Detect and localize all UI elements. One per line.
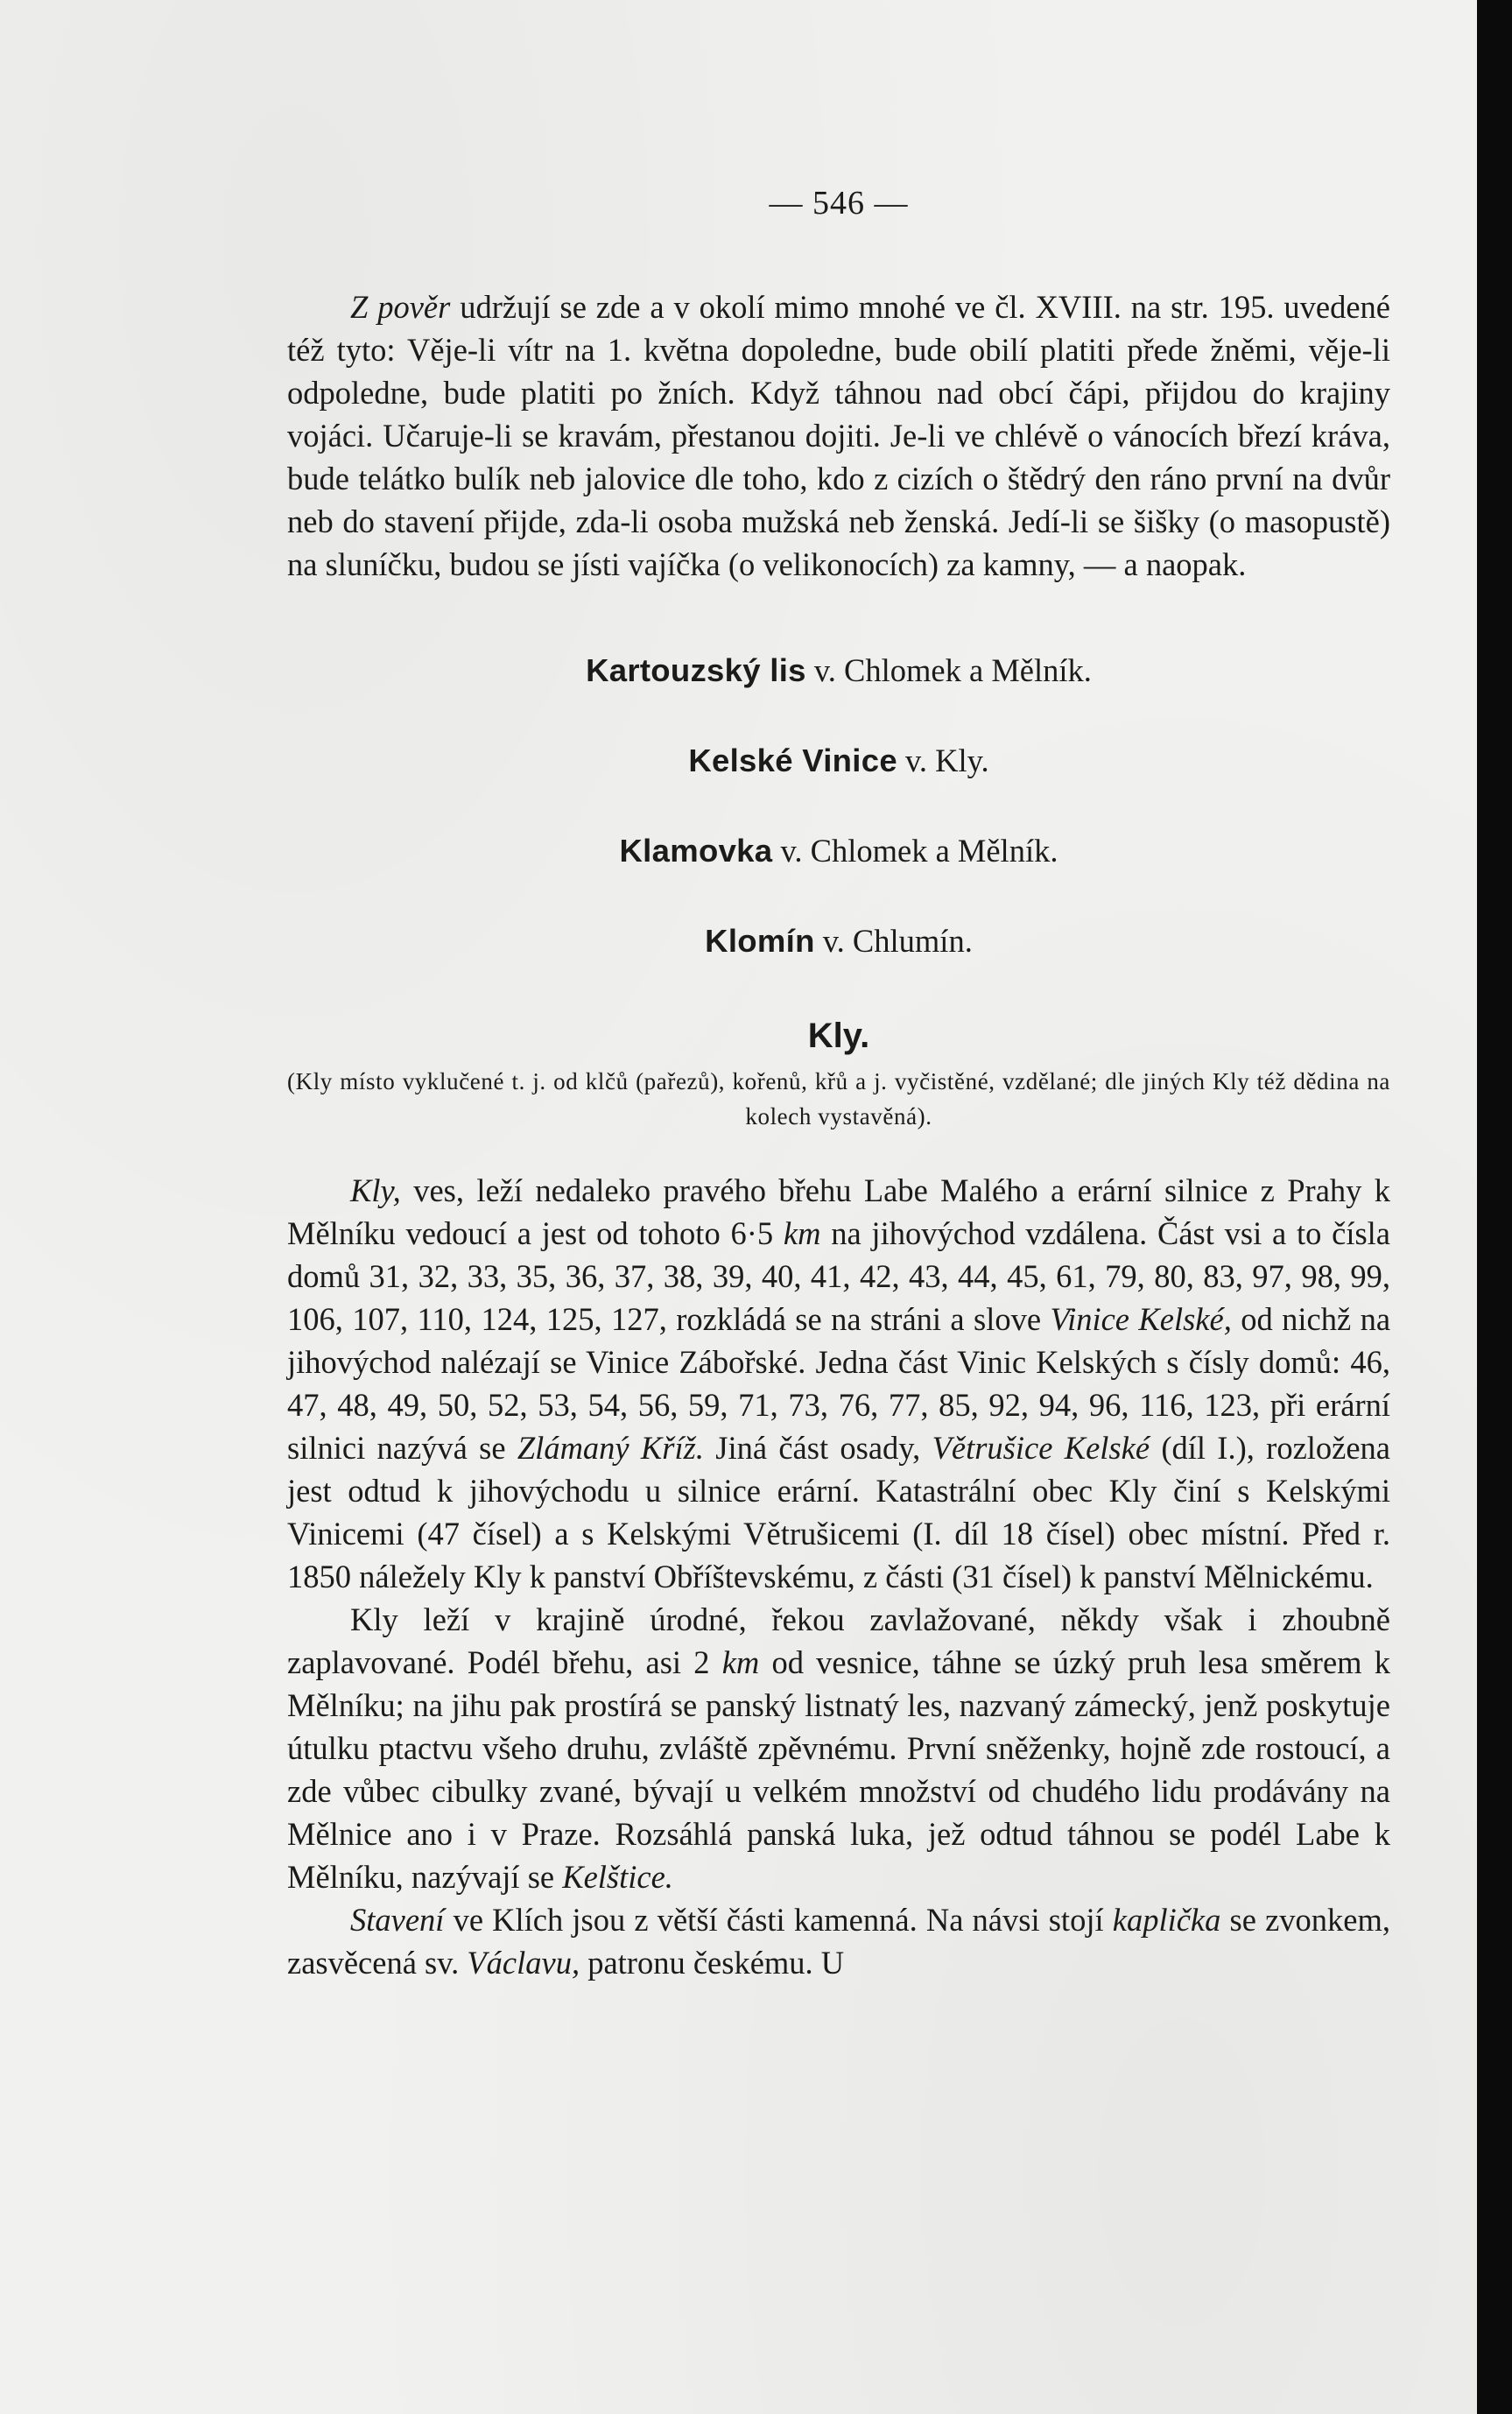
entry-ref: v. Chlomek a Mělník.: [813, 652, 1092, 688]
body-paragraph-3: [287, 1898, 1390, 1984]
entry-name: Klomín: [705, 923, 815, 959]
entry-name: Klamovka: [619, 833, 773, 869]
lead-term: Stavení: [350, 1902, 445, 1938]
text-run: ves, leží nedaleko pravého břehu Labe Malého a erární silnice z Prahy k Mělníku vedoucí a jest od tohoto 6·5: [287, 1172, 1391, 1251]
text-run: Kly leží v krajině úrodné, řekou zavlažované, někdy však i zhoubně zaplavované. Podél břehu, asi 2: [287, 1601, 1390, 1680]
text-run: patronu českému. U: [587, 1945, 845, 1981]
etymology-note: (Kly místo vyklučené t. j. od klčů (pařezů), kořenů, křů a j. vyčistěné, vzdělané; dle jiných Kly též dědina na kolech vystavěná).: [287, 1068, 1390, 1130]
superstitions-lead: Z pověr: [350, 289, 451, 325]
place-name: Zlámaný Kříž.: [517, 1430, 704, 1466]
body-paragraph-2: [287, 1598, 1390, 1898]
superstitions-paragraph: [287, 285, 1390, 586]
entry-ref: v. Kly.: [905, 742, 989, 778]
text-column: [287, 184, 1390, 1984]
scan-dark-edge: [1477, 0, 1512, 2414]
text-run: Jiná část osady,: [715, 1430, 921, 1466]
cross-reference-entry: [287, 829, 1390, 872]
lead-term: Kly,: [350, 1172, 401, 1208]
text-run: od nichž na jihovýchod nalézají se Vinice Zábořské. Jedna část Vinic Kelských s čísly domů: 46, 47, 48, 49, 50, 52, 53, 54, 56, 59, 71, 73, 76, 77, 85, 92, 94, 96, 116, 123, při erární silnici nazývá se: [287, 1301, 1391, 1466]
entry-ref: v. Chlomek a Mělník.: [780, 833, 1058, 869]
text-run: ve Klích jsou z větší části kamenná. Na návsi stojí: [453, 1902, 1104, 1938]
place-name: Vinice Kelské,: [1050, 1301, 1232, 1337]
place-name: Větrušice Kelské: [932, 1430, 1150, 1466]
cross-reference-entry: [287, 919, 1390, 962]
cross-reference-entry: [287, 739, 1390, 782]
entry-name: Kartouzský lis: [586, 652, 806, 688]
text-run: od vesnice, táhne se úzký pruh lesa směrem k Mělníku; na jihu pak prostírá se panský listnatý les, nazvaný zámecký, jenž poskytuje útulku ptactvu všeho druhu, zvláště zpěvnému. První sněženky, hojně zde rostoucí, a zde vůbec cibulky zvané, bývají u velkém množství od chudého lidu prodávány na Mělnice ano i v Praze. Rozsáhlá panská luka, jež odtud táhnou se podél Labe k Mělníku, nazývají se: [287, 1644, 1390, 1895]
body-paragraph-1: [287, 1169, 1390, 1598]
text-run: se zvonkem, zasvěcená sv.: [287, 1902, 1390, 1981]
emphasis-term: kaplička: [1112, 1902, 1221, 1938]
unit-km: km: [783, 1215, 821, 1251]
superstitions-text: udržují se zde a v okolí mimo mnohé ve čl. XVIII. na str. 195. uvedené též tyto: Věje-li vítr na 1. května dopoledne, bude obilí platiti přede žněmi, věje-li odpoledne, bude platiti po žních. Když táhnou nad obcí čápi, přijdou do krajiny vojáci. Učaruje-li se kravám, přestanou dojiti. Je-li ve chlévě o vánocích březí kráva, bude telátko bulík neb jalovice dle toho, kdo z cizích o štědrý den ráno první na dvůr neb do stavení přijde, zda-li osoba mužská neb ženská. Jedí-li se šišky (o masopustě) na sluníčku, budou se jísti vajíčka (o velikonocích) za kamny, — a naopak.: [287, 289, 1391, 582]
text-run: na jihovýchod vzdálena. Část vsi a to čísla domů 31, 32, 33, 35, 36, 37, 38, 39, 40, 41, 42, 43, 44, 45, 61, 79, 80, 83, 97, 98, 99, 106, 107, 110, 124, 125, 127, rozkládá se na stráni a slove: [287, 1215, 1391, 1337]
text-run: (díl I.), rozložena jest odtud k jihovýchodu u silnice erární. Katastrální obec Kly činí s Kelskými Vinicemi (47 čísel) a s Kelskými Větrušicemi (I. díl 18 čísel) obec místní. Před r. 1850 náležely Kly k panství Obříštevskému, z části (31 čísel) k panství Mělnickému.: [287, 1430, 1391, 1594]
section-heading: Kly.: [807, 1017, 870, 1055]
entry-ref: v. Chlumín.: [822, 923, 973, 959]
cross-reference-entry: [287, 649, 1390, 692]
emphasis-term: Václavu,: [467, 1945, 580, 1981]
entry-name: Kelské Vinice: [688, 742, 897, 778]
unit-km: km: [721, 1644, 760, 1680]
place-name: Kelštice.: [562, 1859, 673, 1895]
page-number: — 546 —: [769, 185, 909, 222]
